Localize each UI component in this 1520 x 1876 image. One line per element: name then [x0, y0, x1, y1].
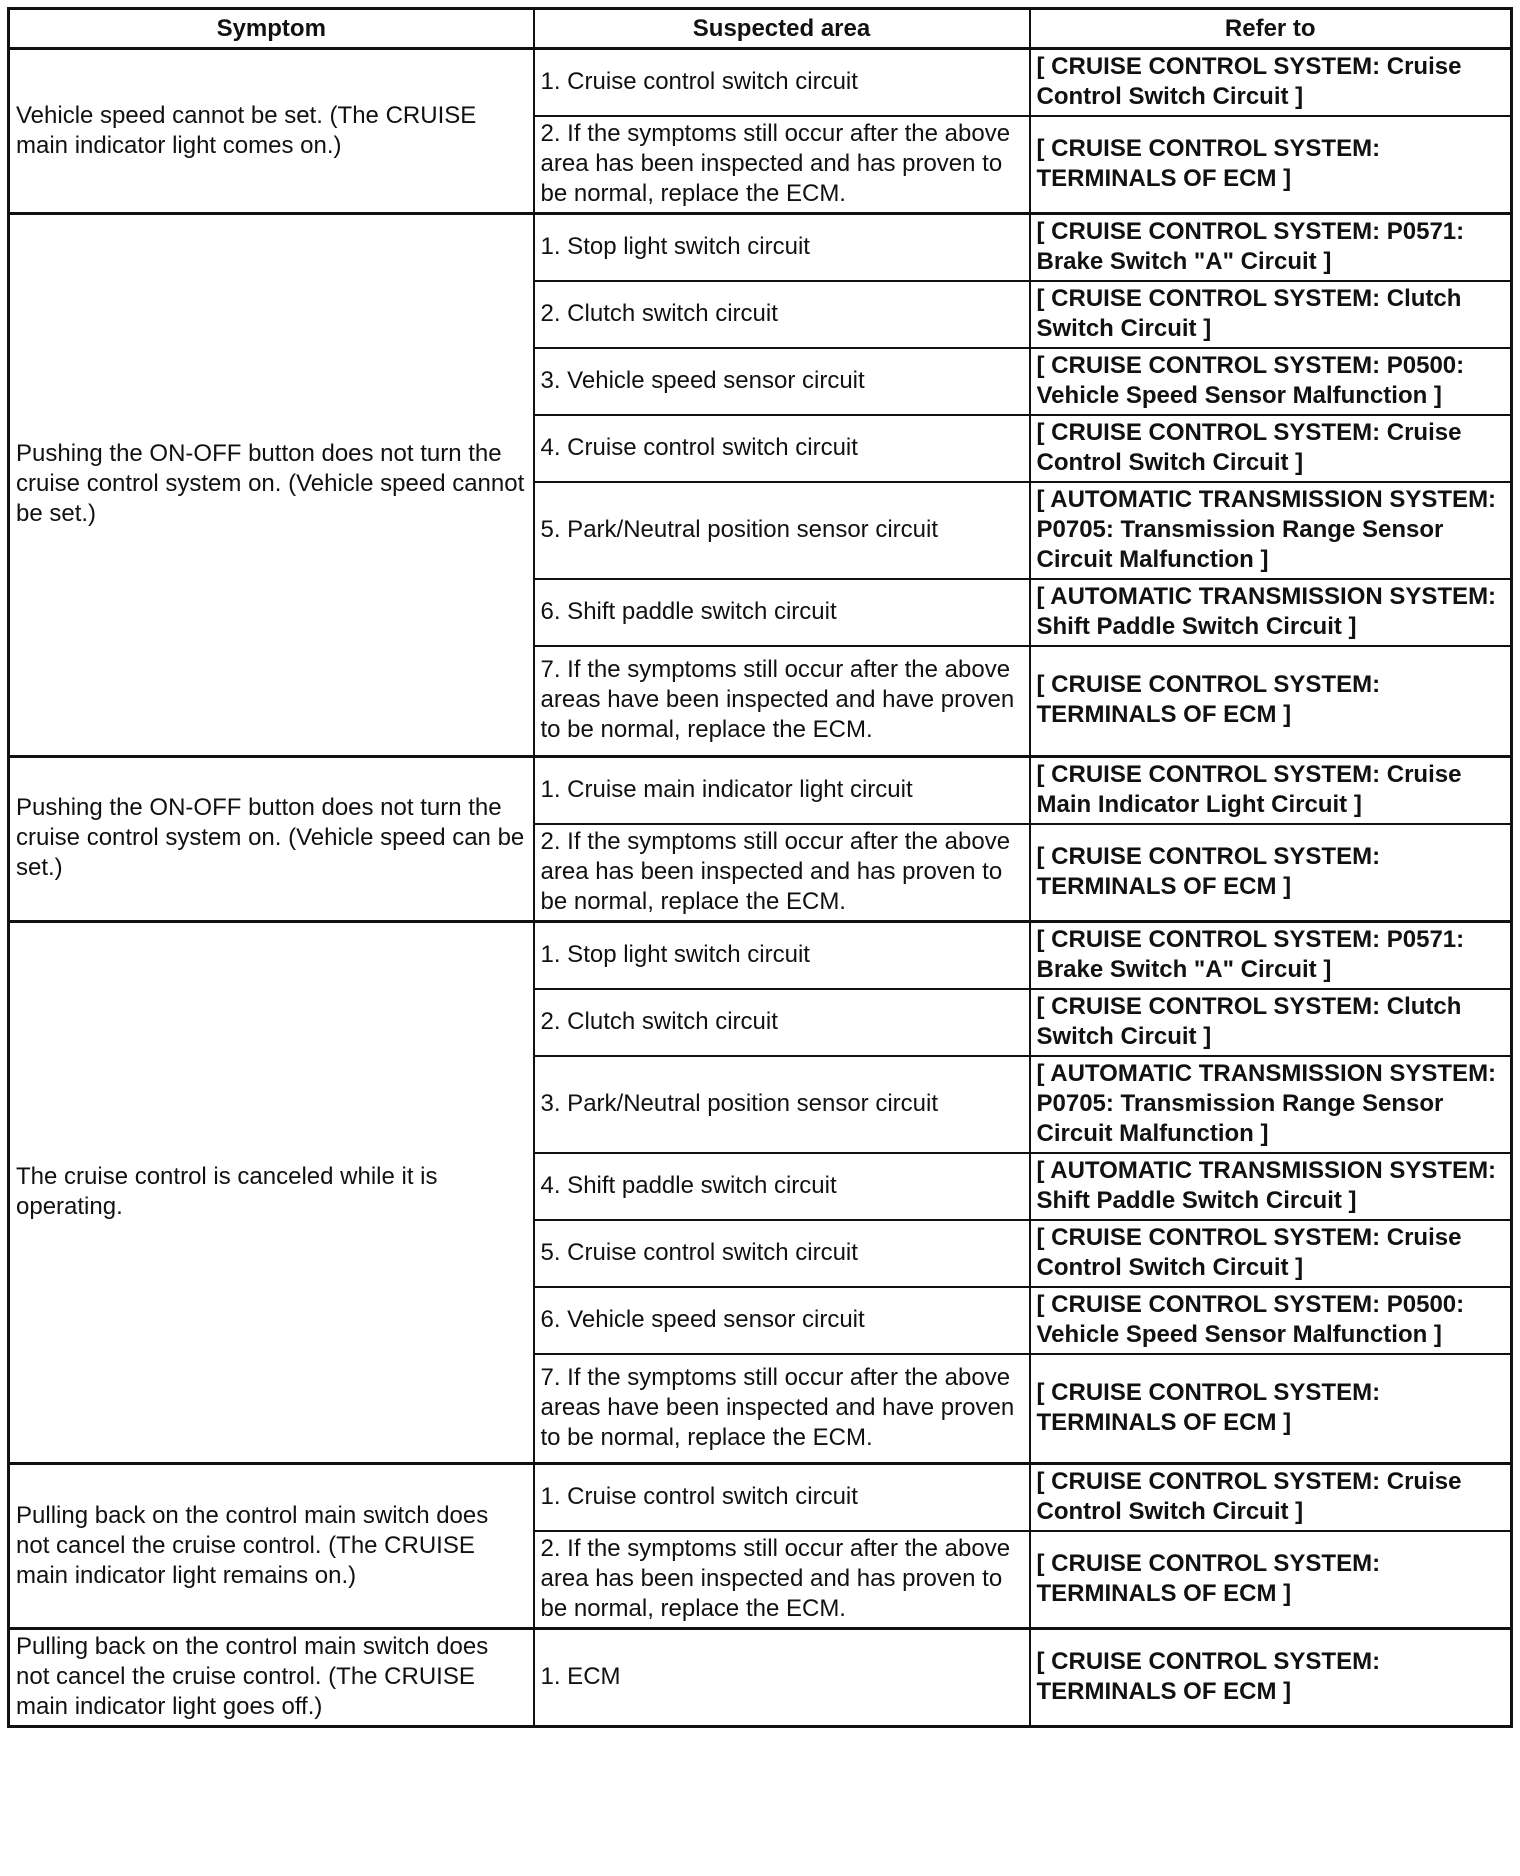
suspected-area-cell: 4. Shift paddle switch circuit — [534, 1153, 1030, 1220]
symptom-cell: Pulling back on the control main switch does not cancel the cruise control. (The CRUISE main indicator light remains on.) — [9, 1464, 534, 1629]
refer-to-cell: [ CRUISE CONTROL SYSTEM: Cruise Main Indicator Light Circuit ] — [1030, 756, 1512, 824]
header-refer-to: Refer to — [1030, 9, 1512, 49]
suspected-area-cell: 4. Cruise control switch circuit — [534, 415, 1030, 482]
table-body — [9, 49, 1512, 1727]
refer-to-cell: [ CRUISE CONTROL SYSTEM: Cruise Control Switch Circuit ] — [1030, 1464, 1512, 1532]
suspected-area-cell: 7. If the symptoms still occur after the above areas have been inspected and have proven to be normal, replace the ECM. — [534, 646, 1030, 756]
symptom-cell: Pulling back on the control main switch does not cancel the cruise control. (The CRUISE main indicator light goes off.) — [9, 1629, 534, 1727]
symptom-cell: The cruise control is canceled while it is operating. — [9, 921, 534, 1464]
suspected-area-cell: 5. Cruise control switch circuit — [534, 1220, 1030, 1287]
refer-to-cell: [ CRUISE CONTROL SYSTEM: Cruise Control Switch Circuit ] — [1030, 1220, 1512, 1287]
suspected-area-cell: 2. Clutch switch circuit — [534, 281, 1030, 348]
suspected-area-cell: 1. Stop light switch circuit — [534, 214, 1030, 282]
symptom-cell: Vehicle speed cannot be set. (The CRUISE main indicator light comes on.) — [9, 49, 534, 214]
table-row — [9, 756, 1512, 824]
refer-to-cell: [ CRUISE CONTROL SYSTEM: Clutch Switch Circuit ] — [1030, 281, 1512, 348]
table-row — [9, 214, 1512, 282]
suspected-area-cell: 1. Cruise control switch circuit — [534, 49, 1030, 117]
refer-to-cell: [ AUTOMATIC TRANSMISSION SYSTEM: Shift Paddle Switch Circuit ] — [1030, 579, 1512, 646]
suspected-area-cell: 3. Park/Neutral position sensor circuit — [534, 1056, 1030, 1153]
refer-to-cell: [ CRUISE CONTROL SYSTEM: P0571: Brake Switch "A" Circuit ] — [1030, 214, 1512, 282]
refer-to-cell: [ CRUISE CONTROL SYSTEM: TERMINALS OF ECM ] — [1030, 1629, 1512, 1727]
refer-to-cell: [ CRUISE CONTROL SYSTEM: P0571: Brake Switch "A" Circuit ] — [1030, 921, 1512, 989]
header-row — [9, 9, 1512, 49]
suspected-area-cell: 1. Stop light switch circuit — [534, 921, 1030, 989]
suspected-area-cell: 6. Shift paddle switch circuit — [534, 579, 1030, 646]
suspected-area-cell: 2. If the symptoms still occur after the above area has been inspected and has proven to be normal, replace the ECM. — [534, 824, 1030, 922]
suspected-area-cell: 3. Vehicle speed sensor circuit — [534, 348, 1030, 415]
symptom-cell: Pushing the ON-OFF button does not turn the cruise control system on. (Vehicle speed can be set.) — [9, 756, 534, 921]
refer-to-cell: [ CRUISE CONTROL SYSTEM: P0500: Vehicle Speed Sensor Malfunction ] — [1030, 348, 1512, 415]
table-row — [9, 921, 1512, 989]
suspected-area-cell: 7. If the symptoms still occur after the above areas have been inspected and have proven to be normal, replace the ECM. — [534, 1354, 1030, 1464]
refer-to-cell: [ AUTOMATIC TRANSMISSION SYSTEM: P0705: Transmission Range Sensor Circuit Malfunction ] — [1030, 482, 1512, 579]
symptom-table — [7, 7, 1513, 1728]
suspected-area-cell: 1. ECM — [534, 1629, 1030, 1727]
table-row — [9, 1629, 1512, 1727]
suspected-area-cell: 2. Clutch switch circuit — [534, 989, 1030, 1056]
suspected-area-cell: 2. If the symptoms still occur after the above area has been inspected and has proven to be normal, replace the ECM. — [534, 1531, 1030, 1629]
suspected-area-cell: 1. Cruise control switch circuit — [534, 1464, 1030, 1532]
header-symptom: Symptom — [9, 9, 534, 49]
suspected-area-cell: 1. Cruise main indicator light circuit — [534, 756, 1030, 824]
refer-to-cell: [ CRUISE CONTROL SYSTEM: Clutch Switch Circuit ] — [1030, 989, 1512, 1056]
suspected-area-cell: 5. Park/Neutral position sensor circuit — [534, 482, 1030, 579]
refer-to-cell: [ CRUISE CONTROL SYSTEM: TERMINALS OF ECM ] — [1030, 824, 1512, 922]
refer-to-cell: [ CRUISE CONTROL SYSTEM: TERMINALS OF ECM ] — [1030, 1531, 1512, 1629]
header-suspected-area: Suspected area — [534, 9, 1030, 49]
refer-to-cell: [ AUTOMATIC TRANSMISSION SYSTEM: Shift Paddle Switch Circuit ] — [1030, 1153, 1512, 1220]
symptom-cell: Pushing the ON-OFF button does not turn the cruise control system on. (Vehicle speed cannot be set.) — [9, 214, 534, 757]
refer-to-cell: [ CRUISE CONTROL SYSTEM: TERMINALS OF ECM ] — [1030, 1354, 1512, 1464]
refer-to-cell: [ CRUISE CONTROL SYSTEM: Cruise Control Switch Circuit ] — [1030, 415, 1512, 482]
refer-to-cell: [ CRUISE CONTROL SYSTEM: P0500: Vehicle Speed Sensor Malfunction ] — [1030, 1287, 1512, 1354]
refer-to-cell: [ AUTOMATIC TRANSMISSION SYSTEM: P0705: Transmission Range Sensor Circuit Malfunction ] — [1030, 1056, 1512, 1153]
table-row — [9, 1464, 1512, 1532]
refer-to-cell: [ CRUISE CONTROL SYSTEM: Cruise Control Switch Circuit ] — [1030, 49, 1512, 117]
refer-to-cell: [ CRUISE CONTROL SYSTEM: TERMINALS OF ECM ] — [1030, 116, 1512, 214]
suspected-area-cell: 2. If the symptoms still occur after the above area has been inspected and has proven to be normal, replace the ECM. — [534, 116, 1030, 214]
table-row — [9, 49, 1512, 117]
refer-to-cell: [ CRUISE CONTROL SYSTEM: TERMINALS OF ECM ] — [1030, 646, 1512, 756]
suspected-area-cell: 6. Vehicle speed sensor circuit — [534, 1287, 1030, 1354]
